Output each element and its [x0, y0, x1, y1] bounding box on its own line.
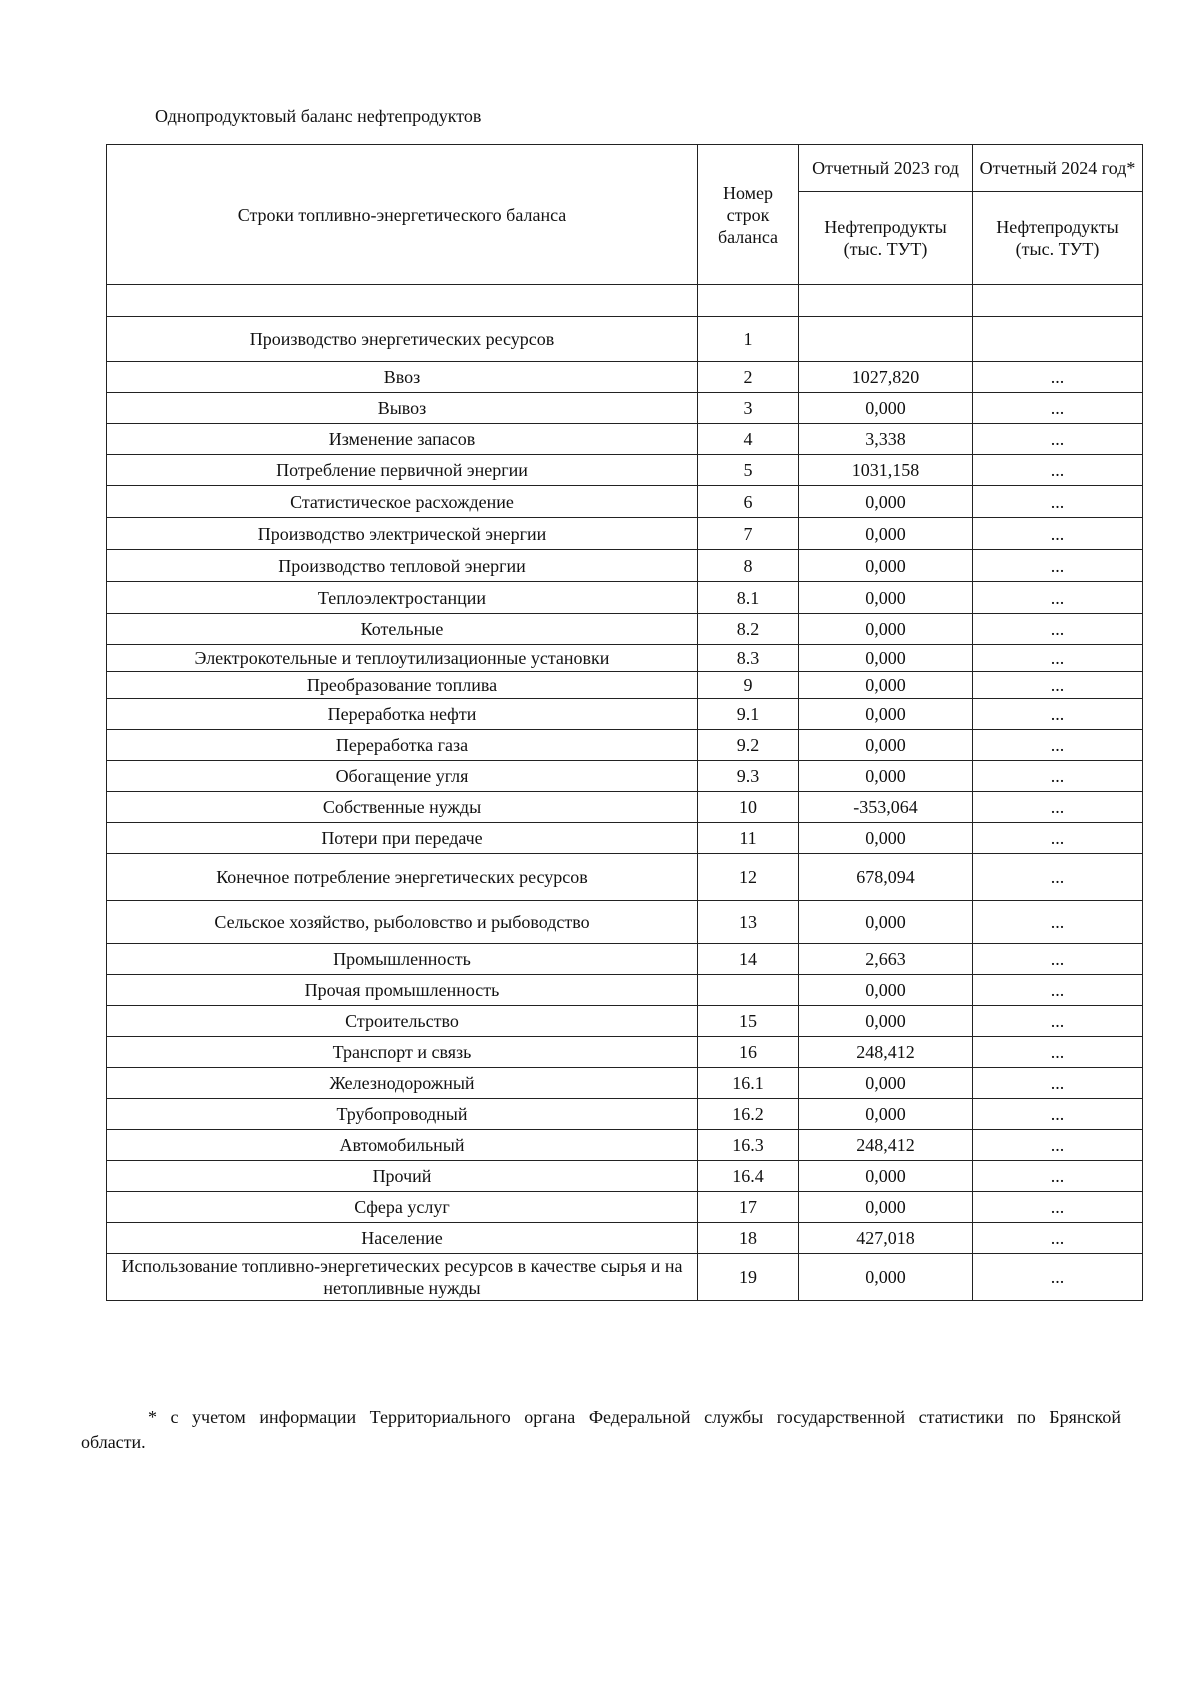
table-body [107, 317, 1143, 1301]
row-number: 19 [698, 1254, 799, 1301]
table-row [107, 792, 1143, 823]
row-number: 9.1 [698, 699, 799, 730]
value-2024: ... [973, 550, 1143, 582]
header-product-2024: Нефтепродукты (тыс. ТУТ) [973, 192, 1143, 285]
row-label: Производство электрической энергии [107, 518, 698, 550]
row-label: Статистическое расхождение [107, 486, 698, 518]
table-row [107, 975, 1143, 1006]
value-2023: 1027,820 [799, 362, 973, 393]
row-label: Обогащение угля [107, 761, 698, 792]
value-2024: ... [973, 645, 1143, 672]
value-2024: ... [973, 455, 1143, 486]
row-number: 15 [698, 1006, 799, 1037]
table-row [107, 393, 1143, 424]
table-row [107, 1192, 1143, 1223]
header-period-2024: Отчетный 2024 год* [973, 145, 1143, 192]
row-number: 16.3 [698, 1130, 799, 1161]
row-label: Железнодорожный [107, 1068, 698, 1099]
table-row [107, 424, 1143, 455]
value-2024: ... [973, 672, 1143, 699]
table-row [107, 455, 1143, 486]
table-row [107, 761, 1143, 792]
value-2024: ... [973, 486, 1143, 518]
row-number: 18 [698, 1223, 799, 1254]
row-number: 6 [698, 486, 799, 518]
row-label: Прочая промышленность [107, 975, 698, 1006]
row-number: 10 [698, 792, 799, 823]
row-number: 17 [698, 1192, 799, 1223]
row-number: 8.2 [698, 614, 799, 645]
header-row-number: Номер строк баланса [698, 145, 799, 285]
row-number: 8 [698, 550, 799, 582]
row-label: Потери при передаче [107, 823, 698, 854]
row-label: Конечное потребление энергетических ресурсов [107, 854, 698, 901]
table-row [107, 672, 1143, 699]
row-number: 16.1 [698, 1068, 799, 1099]
row-number: 12 [698, 854, 799, 901]
row-number: 16.2 [698, 1099, 799, 1130]
table-row [107, 582, 1143, 614]
table-row [107, 944, 1143, 975]
value-2023: 0,000 [799, 901, 973, 944]
row-number: 14 [698, 944, 799, 975]
row-label: Использование топливно-энергетических ресурсов в качестве сырья и на нетопливные нужды [107, 1254, 698, 1301]
value-2023: -353,064 [799, 792, 973, 823]
value-2024: ... [973, 1254, 1143, 1301]
table-row [107, 1037, 1143, 1068]
table-row [107, 1161, 1143, 1192]
table-row [107, 823, 1143, 854]
value-2023: 0,000 [799, 730, 973, 761]
row-label: Котельные [107, 614, 698, 645]
value-2023: 0,000 [799, 550, 973, 582]
value-2023: 0,000 [799, 1006, 973, 1037]
value-2024: ... [973, 1068, 1143, 1099]
row-label: Производство тепловой энергии [107, 550, 698, 582]
row-label: Трубопроводный [107, 1099, 698, 1130]
value-2024: ... [973, 901, 1143, 944]
header-period-2023: Отчетный 2023 год [799, 145, 973, 192]
row-label: Ввоз [107, 362, 698, 393]
table-row [107, 486, 1143, 518]
value-2024: ... [973, 975, 1143, 1006]
row-label: Электрокотельные и теплоутилизационные установки [107, 645, 698, 672]
table-row [107, 1006, 1143, 1037]
value-2023: 0,000 [799, 1161, 973, 1192]
value-2023: 2,663 [799, 944, 973, 975]
table-row [107, 550, 1143, 582]
value-2024: ... [973, 1037, 1143, 1068]
table-row [107, 854, 1143, 901]
row-number: 9 [698, 672, 799, 699]
value-2024: ... [973, 362, 1143, 393]
row-label: Собственные нужды [107, 792, 698, 823]
value-2023: 0,000 [799, 614, 973, 645]
value-2024 [973, 317, 1143, 362]
value-2023: 0,000 [799, 761, 973, 792]
value-2024: ... [973, 761, 1143, 792]
table-row [107, 901, 1143, 944]
row-number: 16.4 [698, 1161, 799, 1192]
value-2023: 0,000 [799, 975, 973, 1006]
value-2023: 0,000 [799, 672, 973, 699]
row-label: Переработка нефти [107, 699, 698, 730]
value-2023: 3,338 [799, 424, 973, 455]
table-row [107, 645, 1143, 672]
value-2023: 0,000 [799, 393, 973, 424]
value-2024: ... [973, 823, 1143, 854]
value-2024: ... [973, 730, 1143, 761]
value-2024: ... [973, 518, 1143, 550]
value-2023: 0,000 [799, 1192, 973, 1223]
row-label: Прочий [107, 1161, 698, 1192]
table-row [107, 1223, 1143, 1254]
value-2024: ... [973, 1099, 1143, 1130]
value-2024: ... [973, 393, 1143, 424]
row-label: Сфера услуг [107, 1192, 698, 1223]
row-number: 8.3 [698, 645, 799, 672]
table-row [107, 699, 1143, 730]
value-2024: ... [973, 1130, 1143, 1161]
value-2024: ... [973, 699, 1143, 730]
value-2024: ... [973, 854, 1143, 901]
row-number: 11 [698, 823, 799, 854]
value-2023: 0,000 [799, 582, 973, 614]
row-number [698, 975, 799, 1006]
value-2023: 427,018 [799, 1223, 973, 1254]
document-title: Однопродуктовый баланс нефтепродуктов [155, 106, 482, 126]
table-row [107, 730, 1143, 761]
row-label: Производство энергетических ресурсов [107, 317, 698, 362]
value-2024: ... [973, 1161, 1143, 1192]
row-label: Теплоэлектростанции [107, 582, 698, 614]
value-2023: 0,000 [799, 486, 973, 518]
value-2023: 0,000 [799, 1068, 973, 1099]
row-number: 5 [698, 455, 799, 486]
value-2024: ... [973, 582, 1143, 614]
row-label: Автомобильный [107, 1130, 698, 1161]
row-number: 9.2 [698, 730, 799, 761]
value-2023: 248,412 [799, 1037, 973, 1068]
table-row [107, 362, 1143, 393]
value-2024: ... [973, 614, 1143, 645]
row-number: 8.1 [698, 582, 799, 614]
row-number: 1 [698, 317, 799, 362]
value-2023: 0,000 [799, 1254, 973, 1301]
table-row [107, 317, 1143, 362]
table-row [107, 614, 1143, 645]
value-2024: ... [973, 792, 1143, 823]
value-2023: 678,094 [799, 854, 973, 901]
row-number: 2 [698, 362, 799, 393]
row-label: Вывоз [107, 393, 698, 424]
table-row [107, 1068, 1143, 1099]
value-2023: 0,000 [799, 645, 973, 672]
value-2024: ... [973, 1192, 1143, 1223]
row-label: Преобразование топлива [107, 672, 698, 699]
row-number: 3 [698, 393, 799, 424]
table-row [107, 518, 1143, 550]
row-label: Переработка газа [107, 730, 698, 761]
row-label: Потребление первичной энергии [107, 455, 698, 486]
row-number: 13 [698, 901, 799, 944]
row-label: Изменение запасов [107, 424, 698, 455]
row-label: Население [107, 1223, 698, 1254]
blank-row [107, 285, 1143, 317]
value-2023: 0,000 [799, 823, 973, 854]
table-row [107, 1254, 1143, 1301]
balance-table [106, 144, 1143, 1301]
value-2024: ... [973, 424, 1143, 455]
row-number: 4 [698, 424, 799, 455]
row-label: Строительство [107, 1006, 698, 1037]
value-2024: ... [973, 1006, 1143, 1037]
value-2023: 248,412 [799, 1130, 973, 1161]
value-2023: 0,000 [799, 518, 973, 550]
value-2023: 1031,158 [799, 455, 973, 486]
value-2023: 0,000 [799, 1099, 973, 1130]
row-number: 9.3 [698, 761, 799, 792]
row-number: 7 [698, 518, 799, 550]
value-2023: 0,000 [799, 699, 973, 730]
value-2023 [799, 317, 973, 362]
row-number: 16 [698, 1037, 799, 1068]
footnote: * с учетом информации Территориального органа Федеральной службы государственной статистики по Брянской области. [81, 1407, 1121, 1452]
row-label: Сельское хозяйство, рыболовство и рыбоводство [107, 901, 698, 944]
table-row [107, 1099, 1143, 1130]
value-2024: ... [973, 1223, 1143, 1254]
row-label: Транспорт и связь [107, 1037, 698, 1068]
row-label: Промышленность [107, 944, 698, 975]
header-product-2023: Нефтепродукты (тыс. ТУТ) [799, 192, 973, 285]
value-2024: ... [973, 944, 1143, 975]
table-row [107, 1130, 1143, 1161]
header-row-label: Строки топливно-энергетического баланса [107, 145, 698, 285]
